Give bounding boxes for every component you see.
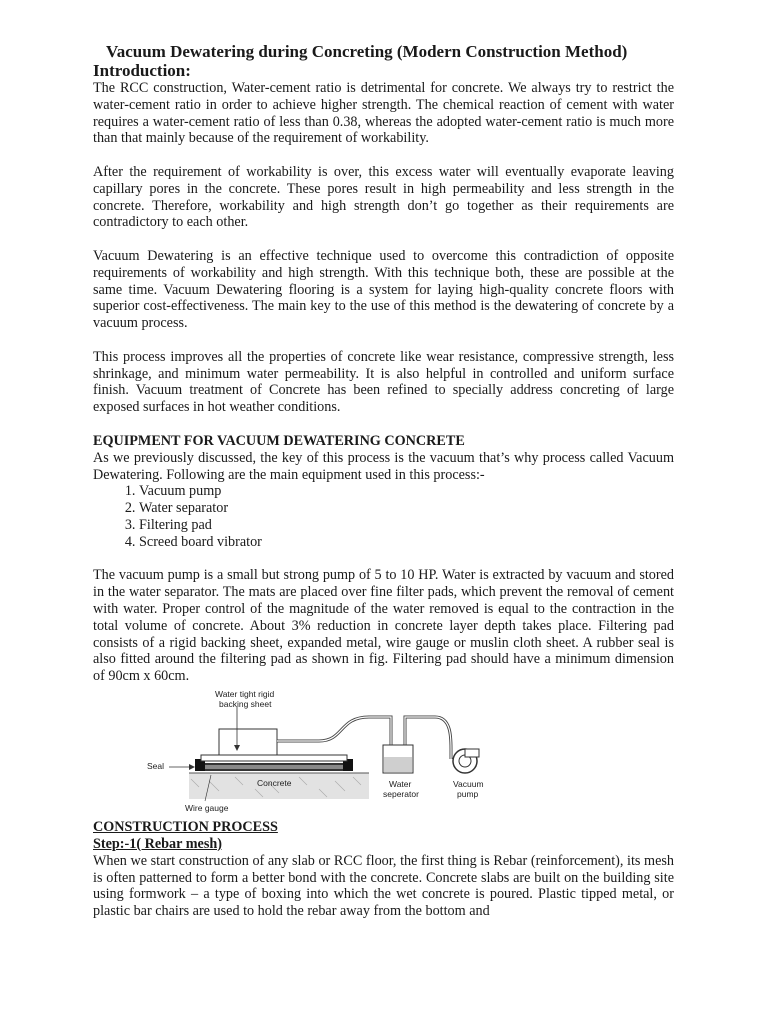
list-item: 4. Screed board vibrator [139, 534, 674, 551]
label-concrete: Concrete [257, 777, 292, 788]
equipment-heading: EQUIPMENT FOR VACUUM DEWATERING CONCRETE [93, 432, 465, 449]
intro-paragraph-1: The RCC construction, Water-cement ratio is detrimental for concrete. We always try to restrict the water-cement ratio in order to achieve higher strength. The chemical reaction of cement with water requires a water-cement ratio of less than 0.38, whereas the adopted water-cement ratio is much more than that mainly because of the requirement of workability. [93, 80, 674, 147]
label-seal: Seal [147, 760, 165, 771]
vacuum-dewatering-diagram [139, 689, 507, 819]
list-item: 3. Filtering pad [139, 517, 674, 534]
label-backing: Water tight rigid [215, 688, 275, 699]
label-separator: Water [389, 778, 412, 789]
label-pump: Vacuum [453, 778, 484, 789]
list-item: 2. Water separator [139, 500, 674, 517]
document-page [93, 42, 674, 920]
label-backing-2: backing sheet [219, 698, 272, 709]
diagram-svg [139, 689, 507, 817]
label-wire: Wire gauge [185, 802, 229, 813]
separated-water [384, 757, 412, 772]
step1-text: When we start construction of any slab or RCC floor, the first thing is Rebar (reinforcement), its mesh is often patterned to form a better bond with the concrete. Concrete slabs are built on the building site using formwork – a type of boxing into which the wet concrete is poured. Plastic tipped metal, or plastic bar chairs are used to hold the rebar away from the bottom and [93, 852, 674, 920]
equipment-intro: As we previously discussed, the key of this process is the vacuum that’s why process called Vacuum Dewatering. Following are the main equipment used in this process:- [93, 449, 674, 483]
step1-heading: Step:-1( Rebar mesh) [93, 835, 222, 852]
construction-heading: CONSTRUCTION PROCESS [93, 818, 278, 835]
equipment-description: The vacuum pump is a small but strong pump of 5 to 10 HP. Water is extracted by vacuum and stored in the water separator. The mats are placed over fine filter pads, which prevent the removal of cement with water. Proper control of the magnitude of the water removed is equal to the contraction in the total volume of concrete. About 3% reduction in concrete layer depth takes place. Filtering pad consists of a rigid backing sheet, expanded metal, wire gauge or muslin cloth sheet. A rubber seal is also fitted around the filtering pad as shown in fig. Filtering pad should have a minimum dimension of 90cm x 60cm. [93, 567, 674, 685]
intro-paragraph-2: After the requirement of workability is over, this excess water will eventually evaporate leaving capillary pores in the concrete. These pores result in high permeability and less strength in the concrete. Therefore, workability and high strength don’t go together as their requirements are contradictory to each other. [93, 163, 674, 231]
document-title: Vacuum Dewatering during Concreting (Modern Construction Method) [106, 42, 628, 61]
label-pump-2: pump [457, 788, 479, 799]
list-item: 1. Vacuum pump [139, 483, 674, 500]
backing-frame [219, 729, 277, 755]
suction-pipe [277, 717, 391, 747]
intro-heading: Introduction: [93, 61, 191, 80]
backing-sheet [201, 755, 347, 761]
label-separator-2: seperator [383, 788, 419, 799]
intro-paragraph-3: Vacuum Dewatering is an effective technique used to overcome this contradiction of opposite requirements of workability and high strength. With this technique both, these are possible at the same time. Vacuum Dewatering flooring is a system for laying high-quality concrete floors with superior cost-effectiveness. The main key to the use of this method is the dewatering of concrete by a vacuum process. [93, 247, 674, 332]
equipment-list [93, 483, 674, 550]
intro-paragraph-4: This process improves all the properties of concrete like wear resistance, compressive strength, less shrinkage, and minimum water permeability. It is also helpful in controlled and uniform surface finish. Vacuum treatment of Concrete has been refined to specially address concreting of large exposed surfaces in hot weather conditions. [93, 348, 674, 416]
